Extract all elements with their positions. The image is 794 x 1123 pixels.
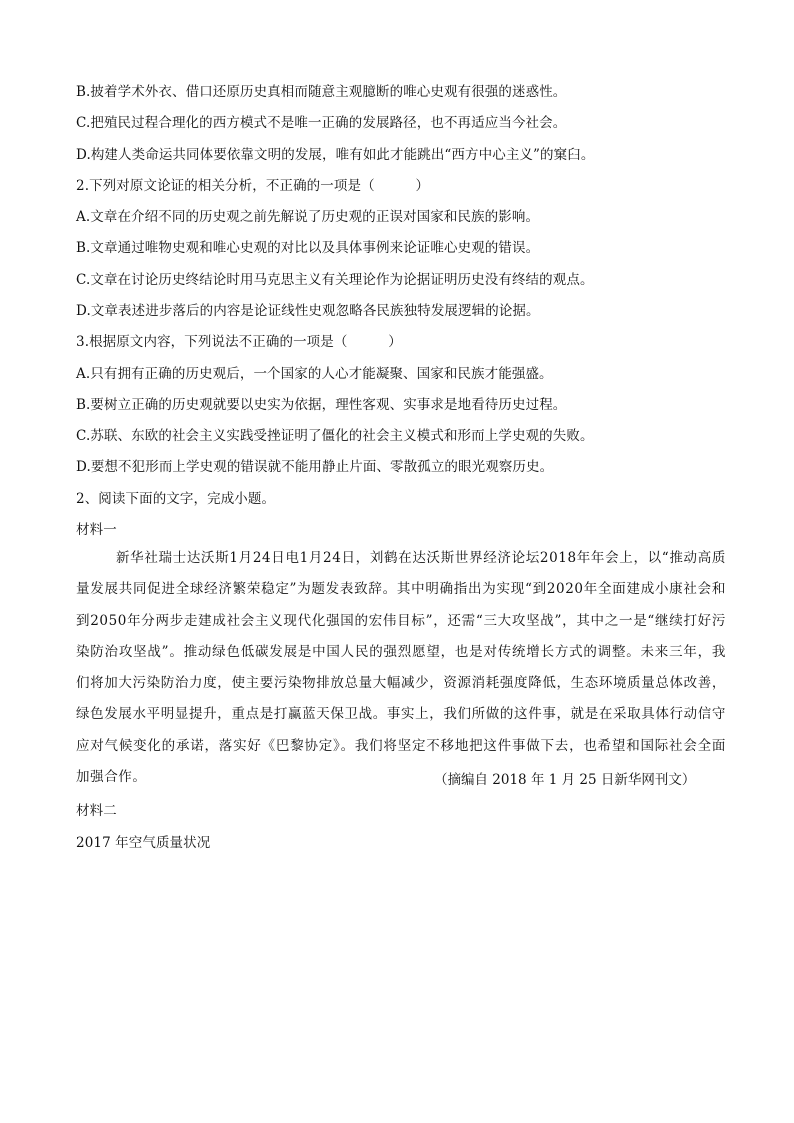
option-c-q1: C.把殖民过程合理化的西方模式不是唯一正确的发展路径，也不再适应当今社会。: [76, 115, 567, 131]
option-a-q2: A.文章在介绍不同的历史观之前先解说了历史观的正误对国家和民族的影响。: [76, 209, 540, 225]
option-d-q1: D.构建人类命运共同体要依靠文明的发展，唯有如此才能跳出“西方中心主义”的窠臼。: [76, 147, 595, 163]
material-two-caption: 2017 年空气质量状况: [76, 835, 211, 851]
question-2-stem: 2.下列对原文论证的相关分析，不正确的一项是（ ）: [76, 178, 430, 194]
option-a-q3: A.只有拥有正确的历史观后，一个国家的人心才能凝聚、国家和民族才能强盛。: [76, 366, 553, 382]
material-one-source: （摘编自 2018 年 1 月 25 日新华网刊文）: [434, 772, 696, 788]
reading-instruction: 2、阅读下面的文字，完成小题。: [76, 491, 276, 507]
material-one-heading: 材料一: [76, 522, 117, 538]
option-b-q2: B.文章通过唯物史观和唯心史观的对比以及具体事例来论证唯心史观的错误。: [76, 240, 540, 256]
option-b-q3: B.要树立正确的历史观就要以史实为依据，理性客观、实事求是地看待历史过程。: [76, 397, 567, 413]
option-d-q3: D.要想不犯形而上学史观的错误就不能用静止片面、零散孤立的眼光观察历史。: [76, 459, 554, 475]
question-3-stem: 3.根据原文内容，下列说法不正确的一项是（ ）: [76, 334, 402, 350]
option-b-q1: B.披着学术外衣、借口还原历史真相而随意主观臆断的唯心史观有很强的迷惑性。: [76, 84, 567, 100]
material-two-heading: 材料二: [76, 803, 117, 819]
option-c-q2: C.文章在讨论历史终结论时用马克思主义有关理论作为论据证明历史没有终结的观点。: [76, 272, 594, 288]
material-one-paragraph: 新华社瑞士达沃斯1月24日电1月24日，刘鹤在达沃斯世界经济论坛2018年年会上，以“推动高质量发展共同促进全球经济繁荣稳定”为题发表致辞。其中明确指出为实现“到2020年全面建成小康社会和到2050年分两步走建成社会主义现代化强国的宏伟目标”，还需“三大攻坚战”，其中之一是“继续打好污染防治攻坚战”。推动绿色低碳发展是中国人民的强烈愿望，也是对传统增长方式的调整。未来三年，我们将加大污染防治力度，使主要污染物排放总量大幅减少，资源消耗强度降低，生态环境质量总体改善，绿色发展水平明显提升，重点是打赢蓝天保卫战。事实上，我们所做的这件事，就是在采取具体行动信守应对气候变化的承诺，落实好《巴黎协定》。我们将坚定不移地把这件事做下去，也希望和国际社会全面加强合作。: [76, 550, 726, 786]
option-c-q3: C.苏联、东欧的社会主义实践受挫证明了僵化的社会主义模式和形而上学史观的失败。: [76, 428, 594, 444]
option-d-q2: D.文章表述进步落后的内容是论证线性史观忽略各民族独特发展逻辑的论据。: [76, 303, 540, 319]
